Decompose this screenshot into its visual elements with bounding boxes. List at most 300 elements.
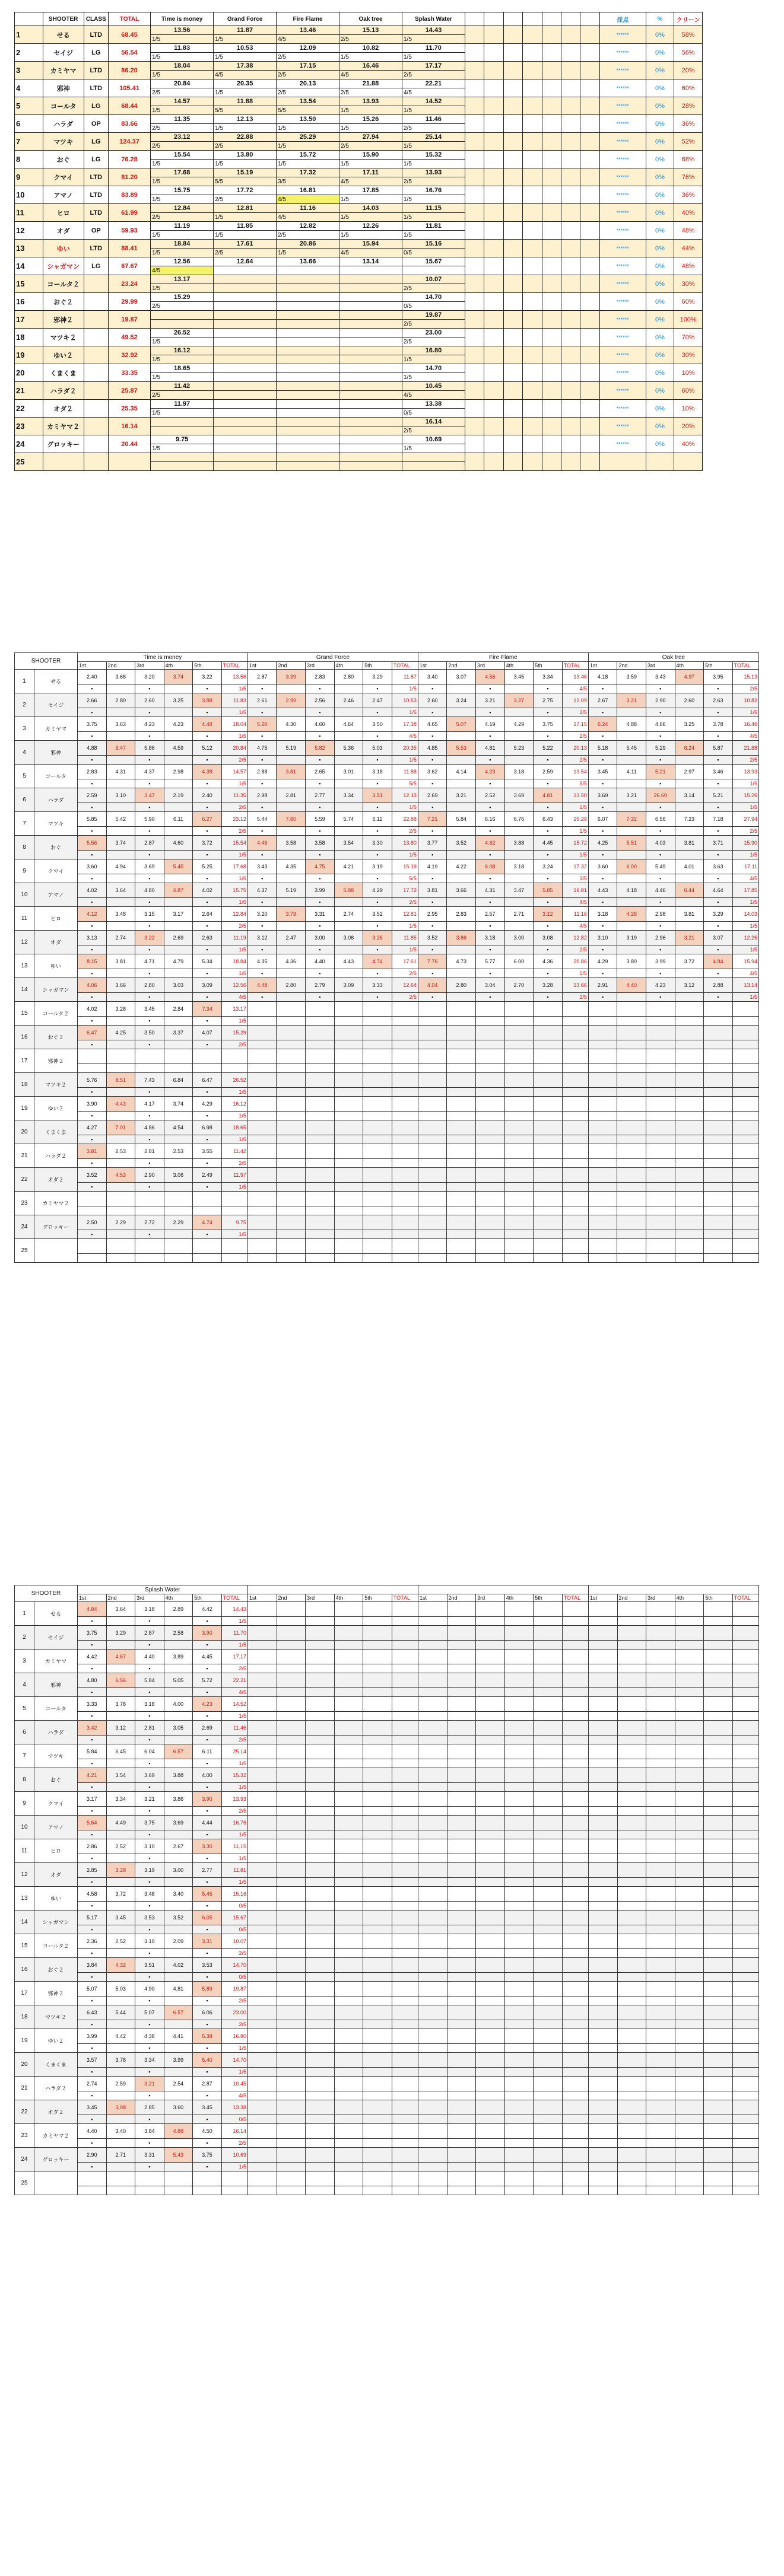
stage-score (339, 293, 402, 302)
run-mark (617, 2115, 646, 2124)
run-mark (588, 1159, 617, 1168)
stage-total (562, 1002, 588, 1017)
run-mark: ▪ (418, 851, 447, 859)
run-mark: ▪ (77, 1688, 106, 1697)
run-time (306, 1958, 335, 1973)
run-mark: ▪ (193, 1088, 222, 1097)
shooter-name: 邪神 (43, 79, 84, 97)
run-time (534, 1887, 563, 1902)
run-mark: ▪ (534, 922, 563, 931)
run-mark (504, 1617, 534, 1626)
run-mark: ▪ (646, 851, 675, 859)
stage-total (562, 2005, 588, 2020)
run-mark: ▪ (193, 1736, 222, 1744)
run-time (476, 2124, 505, 2139)
run-mark (164, 2139, 193, 2148)
run-time: 2.59 (534, 765, 563, 779)
run-mark (106, 1997, 135, 2005)
run-time (193, 2171, 222, 2186)
run-time: 2.63 (704, 693, 733, 708)
run-time (504, 1602, 534, 1617)
run-mark (418, 1878, 447, 1887)
run-time (418, 1120, 447, 1135)
run-mark: ▪ (588, 922, 617, 931)
run-time (277, 1839, 306, 1854)
stage-total (732, 1982, 758, 1997)
stage-total (221, 1192, 247, 1206)
total-cell: 25.87 (108, 382, 150, 400)
stage-score: 15.32 (402, 151, 465, 160)
run-mark: ▪ (193, 756, 222, 765)
run-mark: ▪ (135, 1949, 164, 1958)
stage-hits (221, 1064, 247, 1073)
run-mark: ▪ (193, 1807, 222, 1816)
run-mark (534, 1973, 563, 1982)
run-mark: ▪ (193, 1902, 222, 1910)
run-time (675, 1673, 704, 1688)
stage-total (732, 1026, 758, 1040)
run-time: 3.09 (334, 978, 363, 993)
stage-hits: 2/5 (392, 993, 418, 1002)
run-mark (77, 1254, 106, 1263)
total-cell: 88.41 (108, 240, 150, 257)
run-time (77, 1049, 106, 1064)
run-time: 3.40 (106, 2124, 135, 2139)
run-time: 3.75 (534, 717, 563, 732)
run-mark (418, 1830, 447, 1839)
run-mark (106, 1135, 135, 1144)
total-cell: 56.54 (108, 44, 150, 62)
stage-score: 16.81 (277, 186, 339, 195)
hit-count: 1/5 (339, 124, 402, 133)
total-cell: 19.87 (108, 311, 150, 329)
run-mark: ▪ (77, 1973, 106, 1982)
run-time: 2.60 (135, 693, 164, 708)
run-mark: ▪ (135, 1112, 164, 1120)
run-mark: ▪ (193, 827, 222, 836)
run-mark: ▪ (193, 1854, 222, 1863)
run-mark: ▪ (476, 874, 505, 883)
run-mark (277, 1040, 306, 1049)
run-mark: ▪ (193, 874, 222, 883)
run-time: 3.81 (675, 836, 704, 851)
run-mark (106, 1854, 135, 1863)
run-mark (704, 1902, 733, 1910)
hit-count: 0/5 (402, 409, 465, 418)
run-time (363, 1049, 392, 1064)
stage-total (392, 1026, 418, 1040)
run-time (617, 1239, 646, 1254)
run-mark (534, 1902, 563, 1910)
clean-percent: 100% (674, 311, 703, 329)
detail-rank: 7 (15, 812, 34, 836)
stage-hits (562, 1736, 588, 1744)
run-time (476, 1002, 505, 1017)
class-cell: OP (84, 222, 108, 240)
run-mark (164, 732, 193, 741)
run-time (447, 1744, 476, 1759)
total-cell: 23.24 (108, 275, 150, 293)
run-header: 4th (675, 662, 704, 670)
run-time: 2.74 (106, 931, 135, 945)
run-time (334, 1958, 363, 1973)
run-time: 3.21 (617, 788, 646, 803)
stage-total: 12.09 (562, 693, 588, 708)
blank-cell (503, 240, 522, 257)
run-mark (617, 1230, 646, 1239)
run-time (675, 1097, 704, 1112)
run-mark (504, 922, 534, 931)
run-time: 3.60 (164, 2100, 193, 2115)
detail-rank: 10 (15, 1816, 34, 1839)
stage-total (392, 1792, 418, 1807)
run-time: 2.49 (193, 1168, 222, 1183)
run-mark (588, 2163, 617, 2171)
run-mark: ▪ (77, 2020, 106, 2029)
run-mark (675, 1688, 704, 1697)
run-time: 5.29 (646, 741, 675, 756)
stage-hits (732, 1206, 758, 1215)
run-mark: ▪ (77, 1949, 106, 1958)
stage-name-header (247, 1585, 418, 1594)
run-time (247, 1144, 277, 1159)
detail-row-hits (15, 2068, 759, 2077)
run-time: 5.07 (77, 1982, 106, 1997)
hit-count (339, 337, 402, 346)
run-mark (504, 803, 534, 812)
run-time (306, 1863, 335, 1878)
run-time (418, 2124, 447, 2139)
percent-cell: 0% (646, 257, 674, 275)
blank-cell (465, 311, 484, 329)
run-mark: ▪ (704, 827, 733, 836)
detail-row-values (15, 1168, 759, 1183)
run-time: 2.98 (646, 907, 675, 922)
run-time (247, 1982, 277, 1997)
run-mark (247, 1206, 277, 1215)
run-mark (277, 1112, 306, 1120)
run-time (704, 1215, 733, 1230)
run-time: 6.05 (193, 1910, 222, 1925)
run-time: 5.43 (164, 2148, 193, 2163)
run-time (675, 1144, 704, 1159)
stage-hits (562, 1878, 588, 1887)
stage-total: 25.14 (221, 1744, 247, 1759)
run-time: 3.78 (106, 1697, 135, 1712)
detail-row-hits (15, 1230, 759, 1239)
run-time: 4.42 (193, 1602, 222, 1617)
run-time (704, 1239, 733, 1254)
run-time: 2.85 (135, 2100, 164, 2115)
run-mark: ▪ (476, 708, 505, 717)
clean-percent: 36% (674, 115, 703, 133)
blank-cell (465, 79, 484, 97)
hit-count: 1/5 (402, 195, 465, 204)
run-mark (588, 1617, 617, 1626)
run-time: 3.05 (164, 1721, 193, 1736)
stage-name-header: Grand Force (247, 653, 418, 662)
run-time (247, 1239, 277, 1254)
stage-score: 17.85 (339, 186, 402, 195)
stage-total (562, 1097, 588, 1112)
run-mark (164, 756, 193, 765)
run-time (306, 2077, 335, 2091)
run-time: 4.88 (77, 741, 106, 756)
percent-cell: 0% (646, 329, 674, 346)
run-mark (247, 1783, 277, 1792)
clean-percent: 44% (674, 240, 703, 257)
run-time (704, 1910, 733, 1925)
run-time (277, 2053, 306, 2068)
stage-hits (392, 1664, 418, 1673)
summary-header-cell (580, 12, 599, 26)
run-time: 3.10 (106, 788, 135, 803)
run-time: 5.84 (447, 812, 476, 827)
run-time: 4.30 (277, 717, 306, 732)
run-mark (534, 2163, 563, 2171)
run-mark (106, 2091, 135, 2100)
run-mark (675, 1159, 704, 1168)
run-mark (106, 1064, 135, 1073)
run-time (534, 1144, 563, 1159)
stage-hits: 2/5 (221, 1736, 247, 1744)
run-time: 4.29 (504, 717, 534, 732)
run-time: 3.48 (106, 907, 135, 922)
run-mark: ▪ (646, 898, 675, 907)
run-mark (334, 1088, 363, 1097)
run-mark: ▪ (193, 2091, 222, 2100)
run-mark (418, 1736, 447, 1744)
stage-total (562, 1982, 588, 1997)
run-mark: ▪ (418, 708, 447, 717)
run-mark (675, 969, 704, 978)
run-header: 4th (504, 1594, 534, 1602)
run-time (534, 1168, 563, 1183)
shooter-name: アマノ (43, 186, 84, 204)
run-time: 4.00 (193, 1768, 222, 1783)
total-cell: 83.66 (108, 115, 150, 133)
run-mark: ▪ (534, 708, 563, 717)
stage-hits (562, 1617, 588, 1626)
run-mark (247, 1017, 277, 1026)
run-time (617, 1768, 646, 1783)
detail-row-values (15, 788, 759, 803)
run-time: 3.45 (106, 1910, 135, 1925)
run-mark (106, 1759, 135, 1768)
stage-hits (562, 1997, 588, 2005)
clean-percent: 60% (674, 382, 703, 400)
blank-cell (523, 400, 542, 418)
run-mark: ▪ (193, 803, 222, 812)
stage-hits: 2/5 (732, 684, 758, 693)
run-mark (247, 2068, 277, 2077)
run-mark (588, 1830, 617, 1839)
run-time (675, 1049, 704, 1064)
detail-rank: 11 (15, 907, 34, 931)
hit-count (277, 302, 339, 311)
rank-number: 10 (15, 186, 43, 204)
run-mark: ▪ (588, 874, 617, 883)
run-time (418, 1697, 447, 1712)
stage-hits (392, 1925, 418, 1934)
hit-count: 4/5 (277, 195, 339, 204)
stage-hits: 1/5 (732, 803, 758, 812)
run-time: 6.56 (106, 1673, 135, 1688)
run-time (334, 2100, 363, 2115)
run-mark (277, 1973, 306, 1982)
detail-shooter-name: 邪神 (34, 741, 78, 765)
run-mark (106, 993, 135, 1002)
run-mark (106, 708, 135, 717)
stage-total: 17.61 (392, 954, 418, 969)
run-mark: ▪ (77, 1183, 106, 1192)
hit-count: 1/5 (151, 71, 214, 79)
run-time: 4.22 (447, 859, 476, 874)
run-mark (534, 1759, 563, 1768)
run-time (646, 2100, 675, 2115)
run-time (418, 1910, 447, 1925)
run-time (675, 2100, 704, 2115)
stage-hits (562, 2091, 588, 2100)
run-mark: ▪ (135, 898, 164, 907)
run-mark (675, 1064, 704, 1073)
detail-row-hits (15, 1641, 759, 1650)
run-mark (106, 2186, 135, 2195)
run-time: 2.66 (77, 693, 106, 708)
blank-cell (561, 26, 580, 44)
run-time (247, 2148, 277, 2163)
stage-score: 22.21 (402, 79, 465, 88)
stage-total (562, 1697, 588, 1712)
stage-score: 15.13 (339, 26, 402, 35)
blank-cell (580, 97, 599, 115)
run-time (646, 1982, 675, 1997)
run-time (418, 1073, 447, 1088)
run-time (476, 1192, 505, 1206)
run-mark (447, 1854, 476, 1863)
run-time: 3.69 (135, 859, 164, 874)
run-mark (164, 1206, 193, 1215)
run-mark (617, 2020, 646, 2029)
run-time: 3.30 (193, 1839, 222, 1854)
run-time: 3.68 (106, 670, 135, 684)
blank-cell (561, 453, 580, 471)
stage-hits (732, 1925, 758, 1934)
run-mark (675, 2020, 704, 2029)
blank-cell (465, 418, 484, 435)
total-cell: 59.93 (108, 222, 150, 240)
run-time: 4.81 (534, 788, 563, 803)
run-mark (476, 1830, 505, 1839)
stage-total: 13.14 (732, 978, 758, 993)
run-time (675, 1626, 704, 1641)
summary-row-top (15, 453, 703, 462)
detail-row-hits (15, 1830, 759, 1839)
detail-shooter-name: おぐ (34, 836, 78, 859)
run-time (646, 2005, 675, 2020)
run-time (704, 1049, 733, 1064)
run-mark: ▪ (704, 851, 733, 859)
run-mark (447, 1017, 476, 1026)
run-time (247, 1168, 277, 1183)
run-mark (447, 945, 476, 954)
summary-row-top (15, 186, 703, 195)
summary-row-top (15, 346, 703, 355)
percent-cell: 0% (646, 311, 674, 329)
run-mark (646, 1688, 675, 1697)
run-mark: ▪ (135, 1159, 164, 1168)
run-time (675, 1792, 704, 1807)
detail-shooter-name: おぐ (34, 1768, 78, 1792)
blank-cell (580, 453, 599, 471)
run-mark: ▪ (306, 803, 335, 812)
run-time: 3.90 (193, 1626, 222, 1641)
run-mark (476, 2163, 505, 2171)
run-mark (106, 898, 135, 907)
stage-hits (732, 1664, 758, 1673)
run-time (106, 1049, 135, 1064)
stage-hits: 2/5 (221, 1807, 247, 1816)
detail-rank: 19 (15, 2029, 34, 2053)
stage-score: 12.84 (151, 204, 214, 213)
stage-score: 13.38 (402, 400, 465, 409)
run-time (534, 1839, 563, 1854)
run-mark (588, 1902, 617, 1910)
run-time (418, 1887, 447, 1902)
run-mark (704, 1783, 733, 1792)
detail-rank: 16 (15, 1958, 34, 1982)
stage-hits (562, 2115, 588, 2124)
run-time (534, 1626, 563, 1641)
detail-row-hits (15, 732, 759, 741)
run-mark (106, 969, 135, 978)
run-time (476, 1626, 505, 1641)
blank-cell (503, 204, 522, 222)
run-time: 3.50 (135, 1026, 164, 1040)
total-cell: 68.44 (108, 97, 150, 115)
run-time: 3.14 (675, 788, 704, 803)
run-mark (418, 2186, 447, 2195)
run-mark (277, 1688, 306, 1697)
blank-cell (561, 257, 580, 275)
run-time (164, 1192, 193, 1206)
run-mark (447, 2068, 476, 2077)
run-mark (277, 684, 306, 693)
run-time: 4.07 (193, 1026, 222, 1040)
run-header: 4th (334, 1594, 363, 1602)
stage-total: 15.75 (221, 883, 247, 898)
rank-number: 24 (15, 435, 43, 453)
detail-rank: 7 (15, 1744, 34, 1768)
run-mark (646, 1040, 675, 1049)
detail-shooter-name: マツキ２ (34, 2005, 78, 2029)
run-mark (447, 1878, 476, 1887)
hit-count: 1/5 (402, 444, 465, 453)
percent-cell: 0% (646, 168, 674, 186)
run-time (534, 1816, 563, 1830)
run-mark (534, 1712, 563, 1721)
run-header: 3rd (476, 662, 505, 670)
run-mark (106, 684, 135, 693)
run-time (306, 2124, 335, 2139)
hit-count: 4/5 (402, 391, 465, 400)
run-mark (704, 2139, 733, 2148)
stage-score: 17.17 (402, 62, 465, 71)
run-mark (617, 898, 646, 907)
run-time: 3.24 (534, 859, 563, 874)
blank-cell (542, 364, 561, 382)
detail-rank: 20 (15, 2053, 34, 2077)
